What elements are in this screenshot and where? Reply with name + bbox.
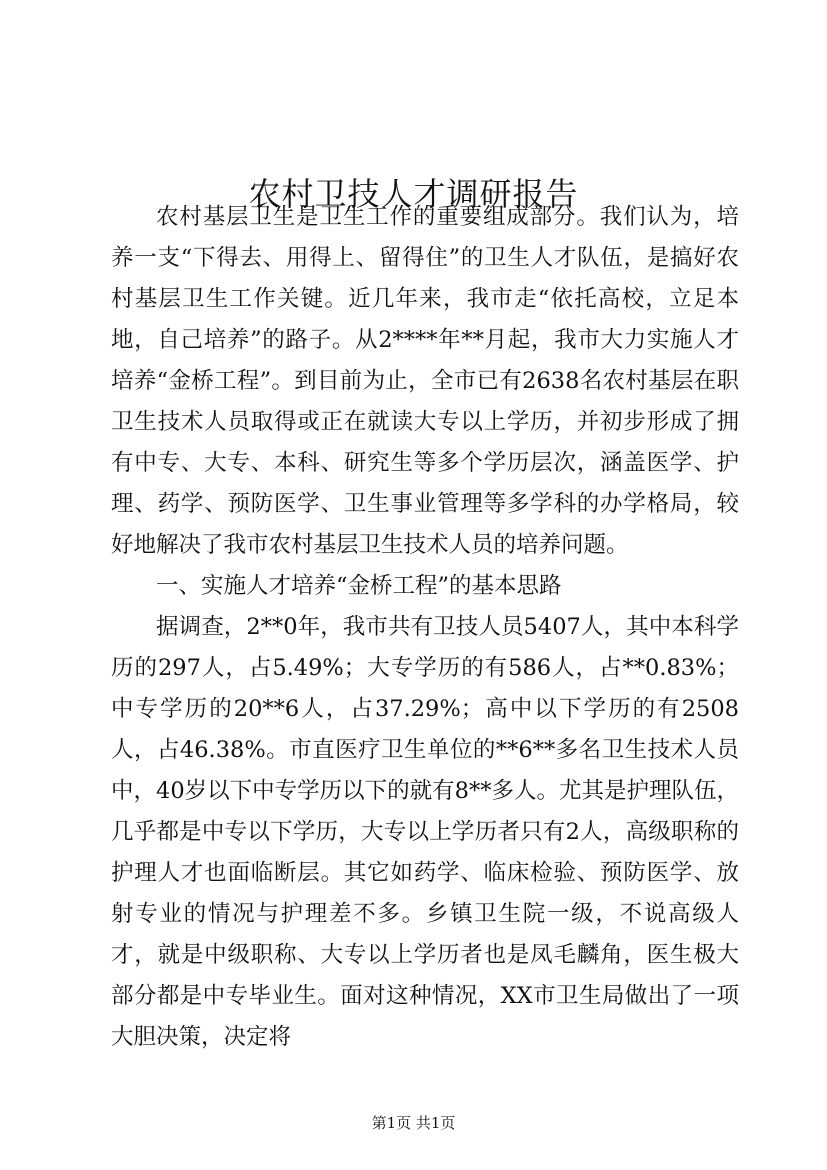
document-body [111, 197, 739, 1058]
paragraph-intro: 农村基层卫生是卫生工作的重要组成部分。我们认为，培养一支“下得去、用得上、留得住”的卫生人才队伍，是搞好农村基层卫生工作关键。近几年来，我市走“依托高校，立足本地，自己培养”的路子。从2****年**月起，我市大力实施人才培养“金桥工程”。到目前为止，全市已有2638名农村基层在职卫生技术人员取得或正在就读大专以上学历，并初步形成了拥有中专、大专、本科、研究生等多个学历层次，涵盖医学、护理、药学、预防医学、卫生事业管理等多学科的办学格局，较好地解决了我市农村基层卫生技术人员的培养问题。 [111, 204, 739, 558]
paragraph-survey: 据调查，2**0年，我市共有卫技人员5407人，其中本科学历的297人，占5.49%；大专学历的有586人，占**0.83%；中专学历的20**6人，占37.29%；高中以下学历的有2508人，占46.38%。市直医疗卫生单位的**6**多名卫生技术人员中，40岁以下中专学历以下的就有8**多人。尤其是护理队伍，几乎都是中专以下学历，大专以上学历者只有2人，高级职称的护理人才也面临断层。其它如药学、临床检验、预防医学、放射专业的情况与护理差不多。乡镇卫生院一级，不说高级人才，就是中级职称、大专以上学历者也是凤毛麟角，医生极大部分都是中专毕业生。面对这种情况，XX市卫生局做出了一项大胆决策，决定将 [111, 614, 739, 1050]
document-title: 农村卫技人才调研报告 [248, 175, 579, 214]
section-heading: 一、实施人才培养“金桥工程”的基本思路 [156, 573, 562, 599]
page-footer: 第1页 共1页 [371, 1114, 456, 1132]
